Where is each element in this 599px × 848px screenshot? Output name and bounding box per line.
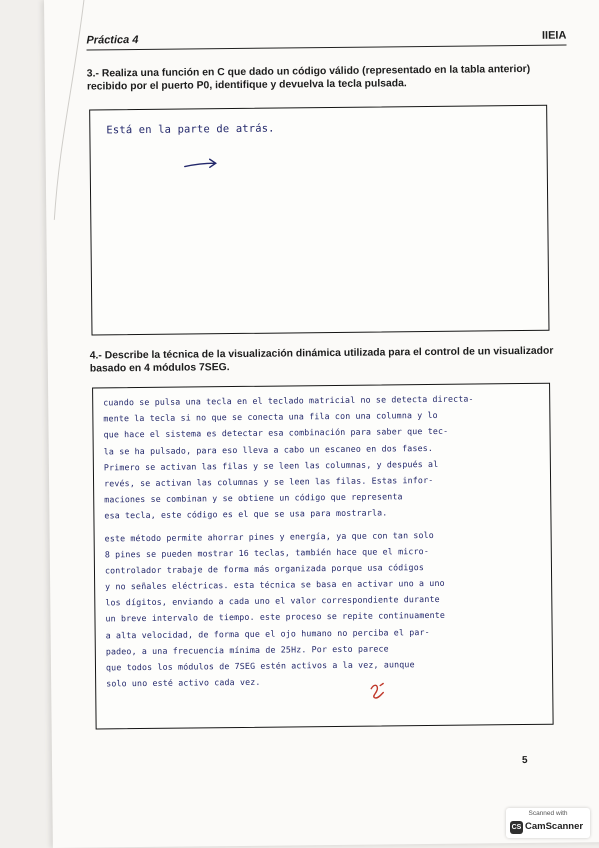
answer-line: este método permite ahorrar pines y energía, ya que con tan solo [104, 529, 434, 543]
answer-line: controlador trabaje de forma más organizada porque usa códigos [104, 561, 425, 576]
handwritten-answer-3: Está en la parte de atrás. [106, 122, 275, 137]
answer-box-4 [92, 383, 554, 730]
scanner-watermark [506, 808, 590, 838]
answer-box-3 [89, 105, 549, 336]
camscanner-logo-icon: CS [510, 821, 523, 834]
answer-line: revés, se activan las columnas y se leen las filas. Estas infor- [104, 474, 434, 489]
answer-line: Primero se activan las filas y se leen las columnas, y después al [103, 458, 439, 473]
answer-line: esa tecla, este código es el que se usa para mostrarla. [104, 507, 388, 521]
header-practice-label: Práctica 4 [86, 34, 139, 47]
initials-mark-icon [366, 680, 388, 702]
answer-line: un breve intervalo de tiempo. este proceso se repite continuamente [105, 610, 446, 624]
scanner-caption: Scanned with [528, 810, 568, 817]
answer-line: a alta velocidad, de forma que el ojo humano no perciba el par- [105, 626, 430, 641]
question-3-text: 3.- Realiza una función en C que dado un código válido (representado en la tabla anterior) recibido por el puerto P0, identifique y devuelva la tecla pulsada. [86, 63, 531, 93]
answer-line: cuando se pulsa una tecla en el teclado matricial no se detecta directa- [103, 393, 474, 408]
page-header [86, 25, 566, 51]
answer-line: que todos los módulos de 7SEG estén activos a la vez, aunque [105, 659, 415, 673]
answer-line: mente la tecla si no que se conecta una fila con una columna y lo [103, 410, 438, 424]
answer-line: solo uno esté activo cada vez. [106, 676, 261, 689]
scanner-name: CamScanner [525, 821, 584, 832]
page-number: 5 [521, 754, 528, 767]
answer-line: que hace el sistema es detectar esa combinación para saber que tec- [103, 426, 449, 440]
handwritten-answer-4 [103, 390, 542, 692]
answer-line: 8 pines se pueden mostrar 16 teclas, también hace que el micro- [104, 545, 429, 560]
answer-line: y no señales eléctricas. esta técnica se basa en activar uno a uno [105, 577, 445, 592]
answer-line: los dígitos, enviando a cada uno el valor correspondiente durante [105, 594, 440, 608]
answer-line: la se ha pulsado, para eso lleva a cabo un escaneo en dos fases. [103, 442, 434, 456]
arrow-icon [183, 157, 219, 171]
header-course-label: IIEIA [541, 29, 567, 42]
scanned-page [44, 0, 599, 848]
answer-line: maciones se combinan y se obtiene un código que representa [104, 491, 403, 505]
answer-line: padeo, a una frecuencia mínima de 25Hz. Por esto parece [105, 643, 389, 657]
question-4-text: 4.- Describe la técnica de la visualización dinámica utilizada para el control de un visualizador basado en 4 módulos 7SEG. [89, 345, 554, 375]
